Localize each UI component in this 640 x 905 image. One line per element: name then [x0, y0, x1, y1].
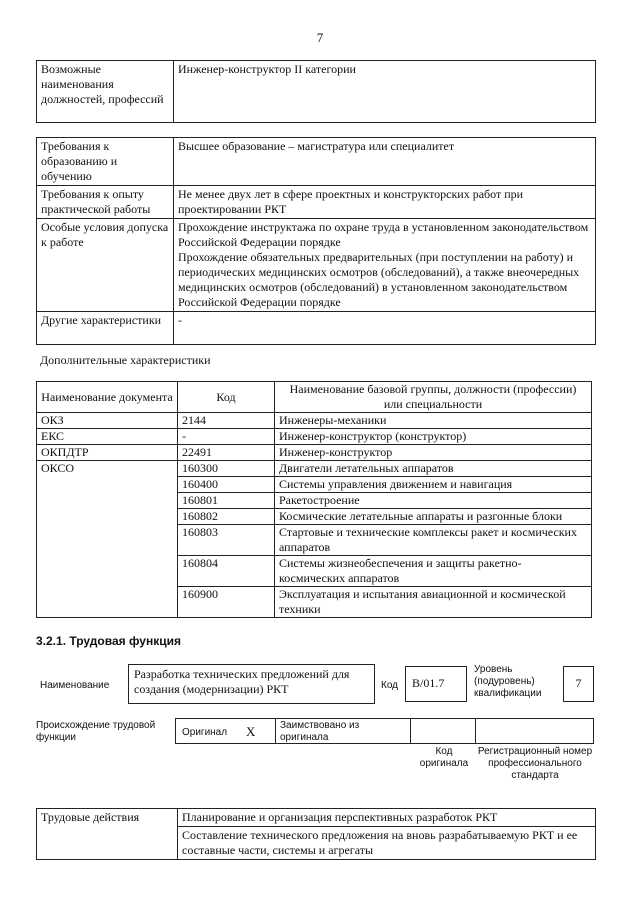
original-mark: X	[246, 724, 256, 739]
name-value-box	[128, 664, 375, 704]
row-code: 160804	[178, 556, 275, 587]
code-label: Код	[381, 680, 399, 691]
row-name: Системы управления движением и навигация	[275, 477, 592, 493]
reg-number-label: Регистрационный номер профессионального стандарта	[477, 746, 593, 781]
row-code: 160400	[178, 477, 275, 493]
section-title: Дополнительные характеристики	[40, 353, 211, 367]
other-value: -	[174, 312, 596, 345]
row-code: 22491	[178, 445, 275, 461]
row-code: 2144	[178, 413, 275, 429]
row-doc: ОКСО	[37, 461, 178, 618]
code-value: В/01.7	[412, 676, 445, 690]
code-value-box	[405, 666, 467, 702]
code-original-label: Код оригинала	[419, 746, 469, 769]
header-doc: Наименование документа	[37, 382, 178, 413]
row-name: Инженер-конструктор	[275, 445, 592, 461]
positions-label: Возможные наименования должностей, профессий	[37, 61, 174, 123]
admission-value	[174, 219, 596, 312]
row-name: Эксплуатация и испытания авиационной и космической техники	[275, 587, 592, 618]
header-name: Наименование базовой группы, должности (профессии) или специальности	[275, 382, 592, 413]
origin-box	[175, 718, 594, 744]
table-row	[37, 429, 592, 445]
table-row	[37, 413, 592, 429]
additional-table	[36, 381, 592, 618]
function-heading: 3.2.1. Трудовая функция	[36, 634, 181, 648]
admission-value-line1: Прохождение инструктажа по охране труда в установленном законодательством Российской Федерации порядке	[178, 220, 589, 249]
experience-value: Не менее двух лет в сфере проектных и конструкторских работ при проектировании РКТ	[174, 186, 596, 219]
admission-label: Особые условия допуска к работе	[37, 219, 174, 312]
row-code: 160300	[178, 461, 275, 477]
positions-table	[36, 60, 596, 123]
row-name: Инженеры-механики	[275, 413, 592, 429]
education-label: Требования к образованию и обучению	[37, 138, 174, 186]
name-label: Наименование	[40, 680, 110, 691]
divider	[275, 719, 276, 743]
row-code: 160803	[178, 525, 275, 556]
actions-label: Трудовые действия	[37, 809, 178, 860]
positions-value: Инженер-конструктор II категории	[174, 61, 596, 123]
level-value-box	[563, 666, 594, 702]
divider	[475, 719, 476, 743]
row-code: 160802	[178, 509, 275, 525]
row-code: 160900	[178, 587, 275, 618]
original-label: Оригинал	[182, 727, 228, 738]
row-doc: ОКЗ	[37, 413, 178, 429]
divider	[410, 719, 411, 743]
borrowed-label: Заимствовано из оригинала	[280, 720, 360, 743]
row-name: Системы жизнеобеспечения и защиты ракетно-космических аппаратов	[275, 556, 592, 587]
admission-value-line2: Прохождение обязательных предварительных (при поступлении на работу) и периодических медицинских осмотров (обследований), а также внеочередных медицинских осмотров (обследований) в установленном законодательством Российской Федерации порядке	[178, 250, 580, 309]
origin-label: Происхождение трудовой функции	[36, 720, 156, 743]
row-name: Ракетостроение	[275, 493, 592, 509]
level-value: 7	[575, 676, 582, 690]
row-doc: ЕКС	[37, 429, 178, 445]
table-row	[37, 445, 592, 461]
row-name: Стартовые и технические комплексы ракет и космических аппаратов	[275, 525, 592, 556]
labour-actions-table	[36, 808, 596, 860]
row-doc: ОКПДТР	[37, 445, 178, 461]
action-item: Планирование и организация перспективных разработок РКТ	[178, 809, 596, 827]
page-number: 7	[316, 30, 324, 45]
row-name: Космические летательные аппараты и разгонные блоки	[275, 509, 592, 525]
other-label: Другие характеристики	[37, 312, 174, 345]
education-value: Высшее образование – магистратура или специалитет	[174, 138, 596, 186]
row-name: Двигатели летательных аппаратов	[275, 461, 592, 477]
header-code: Код	[178, 382, 275, 413]
name-value: Разработка технических предложений для создания (модернизации) РКТ	[134, 667, 350, 696]
row-code: -	[178, 429, 275, 445]
requirements-table	[36, 137, 596, 345]
level-label: Уровень (подуровень) квалификации	[474, 664, 542, 699]
table-row	[37, 461, 592, 477]
action-item: Составление технического предложения на вновь разрабатываемую РКТ и ее составные части, системы и агрегаты	[178, 827, 596, 860]
row-name: Инженер-конструктор (конструктор)	[275, 429, 592, 445]
row-code: 160801	[178, 493, 275, 509]
experience-label: Требования к опыту практической работы	[37, 186, 174, 219]
